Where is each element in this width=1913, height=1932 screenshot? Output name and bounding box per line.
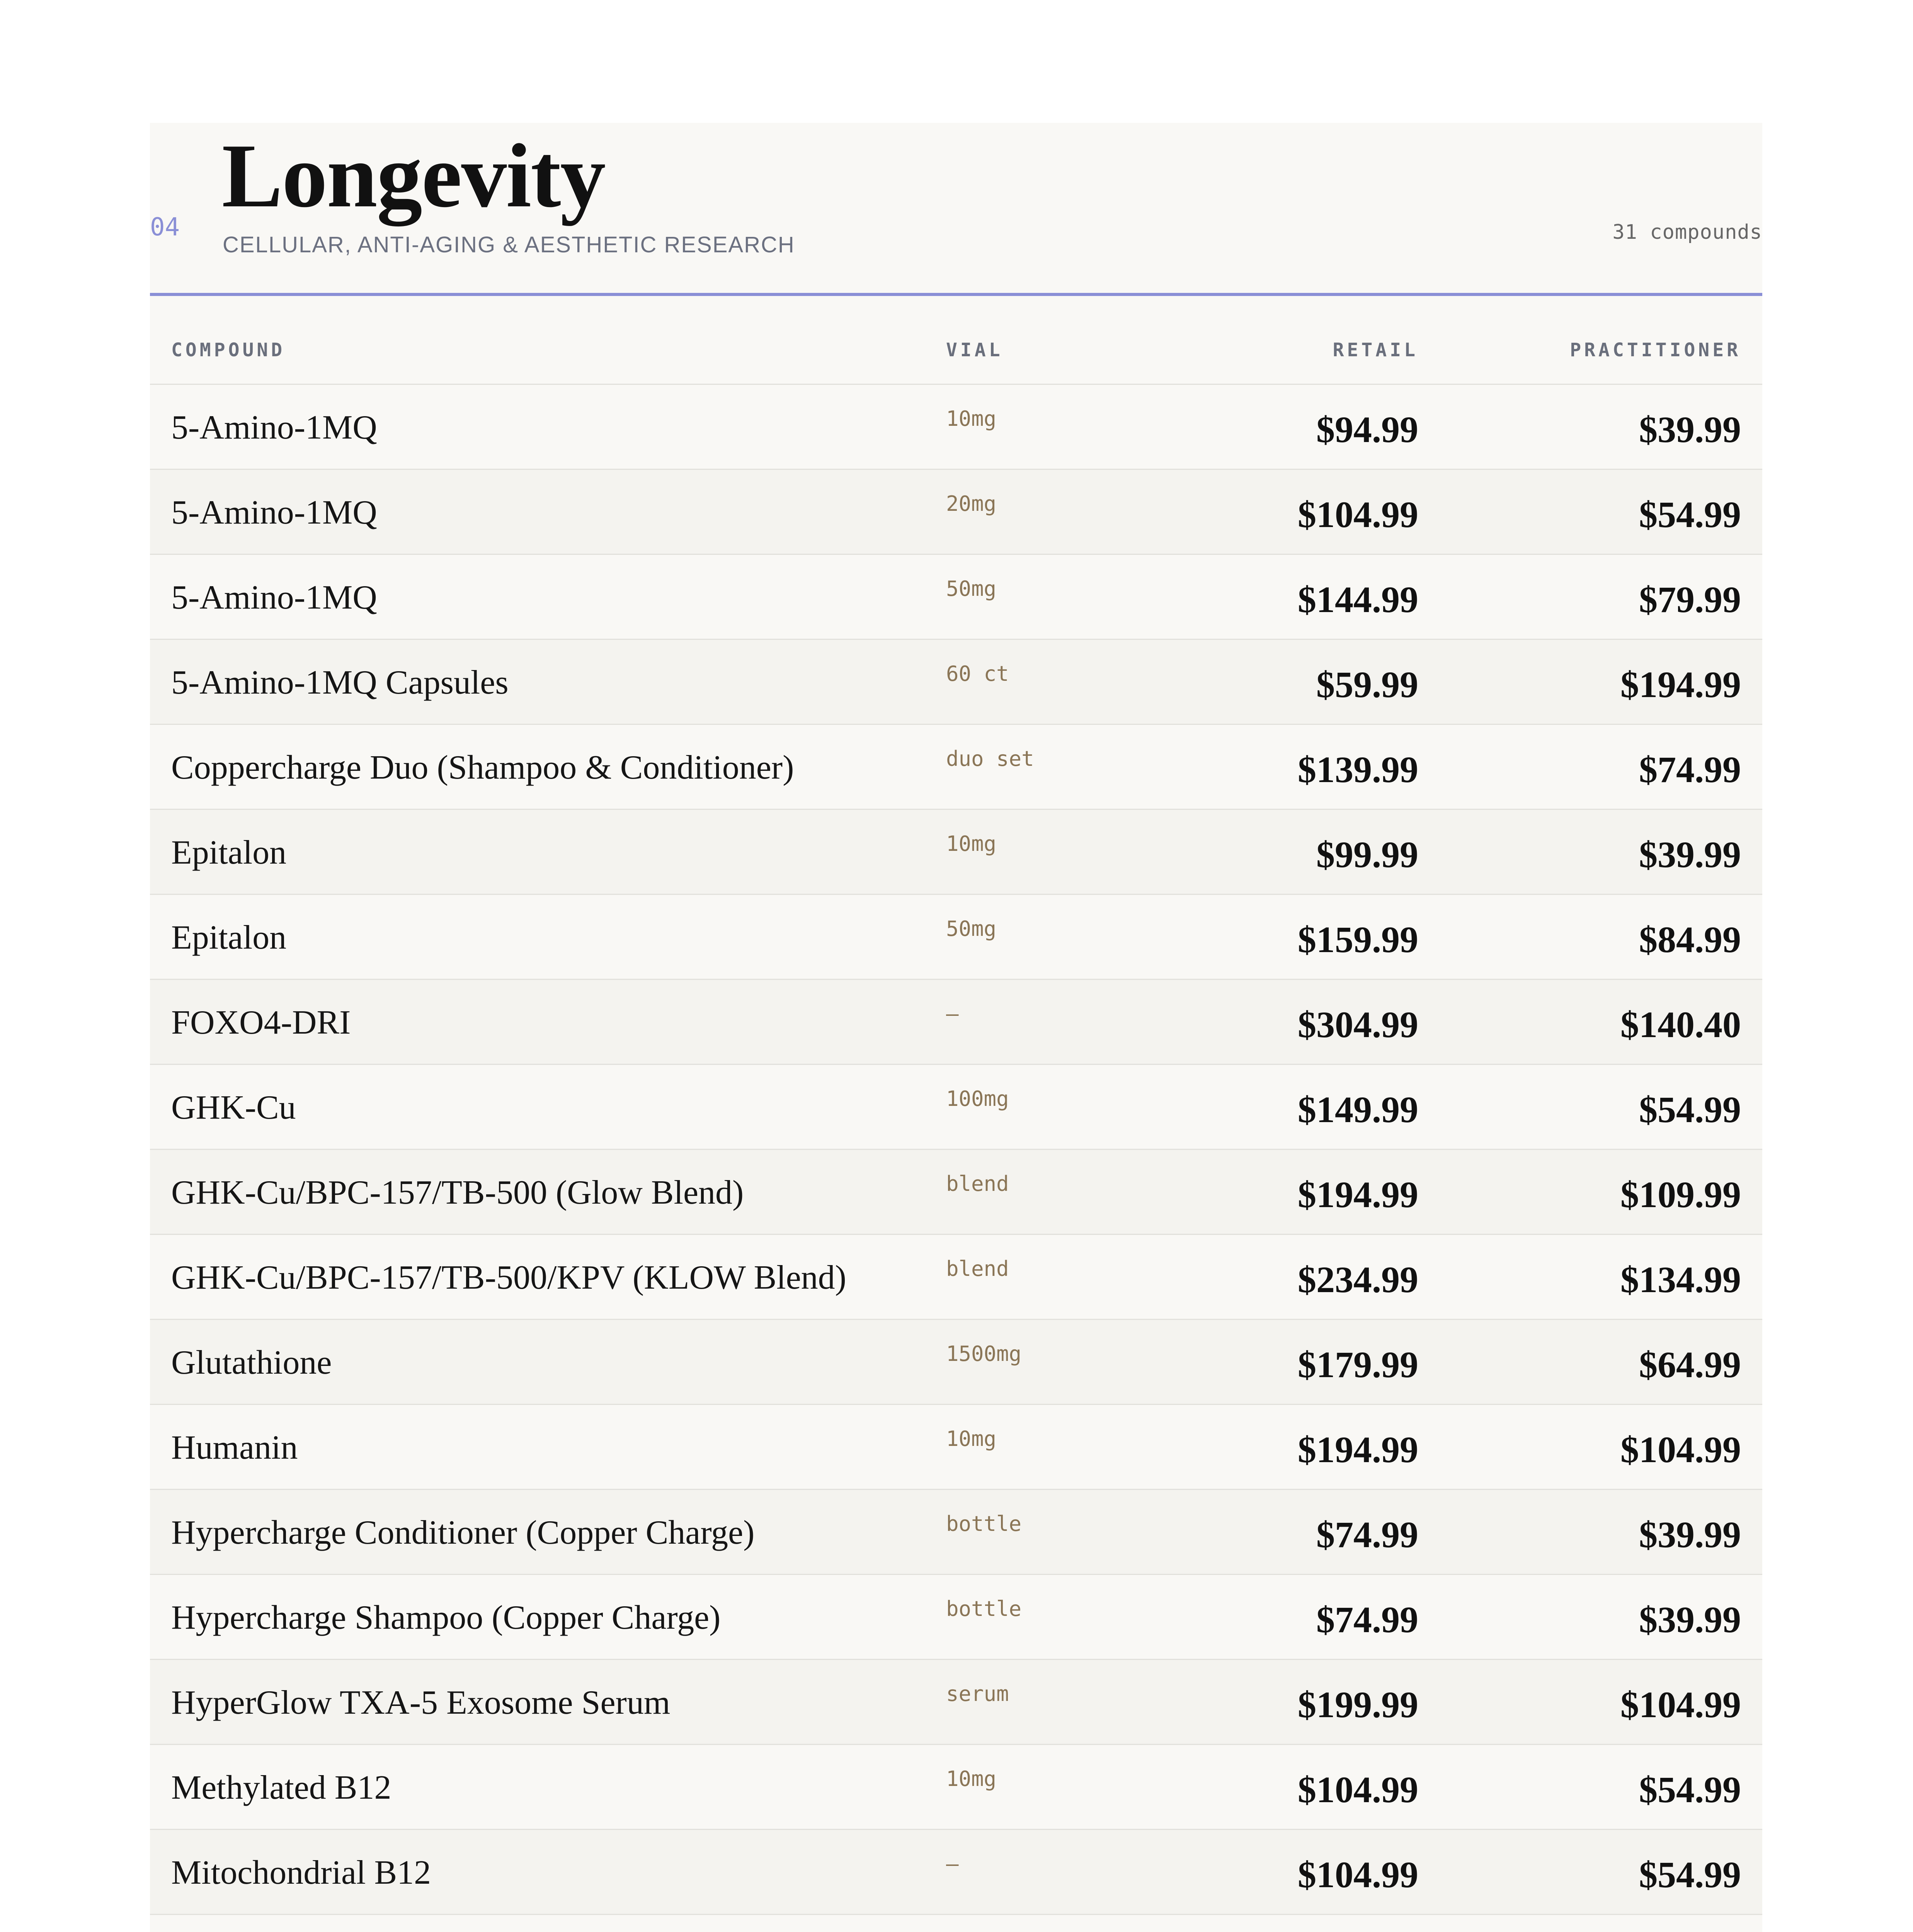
compound-cell: Hypercharge Shampoo (Copper Charge) [171, 1599, 721, 1636]
vial-cell: 100mg [946, 1087, 1009, 1111]
practitioner-price-cell: $109.99 [1620, 1174, 1741, 1215]
compound-count: 31 compounds [1612, 221, 1762, 244]
section-title: Longevity [222, 126, 605, 226]
column-header-practitioner: PRACTITIONER [1570, 339, 1741, 361]
vial-cell: — [946, 1002, 959, 1026]
practitioner-price-cell: $79.99 [1639, 579, 1741, 620]
retail-price-cell: $59.99 [1316, 664, 1418, 705]
table-body [150, 385, 1762, 1932]
practitioner-price-cell: $54.99 [1639, 1854, 1741, 1895]
vial-cell: 10mg [946, 1427, 997, 1451]
retail-price-cell: $104.99 [1298, 1769, 1418, 1810]
table-row [150, 640, 1762, 725]
vial-cell: 1500mg [946, 1342, 1022, 1366]
compound-cell: GHK-Cu/BPC-157/TB-500 (Glow Blend) [171, 1174, 744, 1211]
table-row [150, 895, 1762, 980]
practitioner-price-cell: $134.99 [1620, 1259, 1741, 1300]
vial-cell: 10mg [946, 1767, 997, 1791]
practitioner-price-cell: $39.99 [1639, 1514, 1741, 1555]
retail-price-cell: $159.99 [1298, 919, 1418, 960]
vial-cell: serum [946, 1682, 1009, 1706]
retail-price-cell: $144.99 [1298, 579, 1418, 620]
retail-price-cell: $194.99 [1298, 1174, 1418, 1215]
retail-price-cell: $99.99 [1316, 834, 1418, 875]
table-row [150, 385, 1762, 470]
table-row [150, 1575, 1762, 1660]
column-header-compound: COMPOUND [171, 339, 286, 361]
retail-price-cell: $194.99 [1298, 1429, 1418, 1470]
compound-cell: 5-Amino-1MQ [171, 494, 377, 531]
compound-cell: FOXO4-DRI [171, 1004, 351, 1041]
vial-cell: bottle [946, 1597, 1022, 1621]
section-header [150, 123, 1762, 295]
table-row [150, 1150, 1762, 1235]
practitioner-price-cell: $54.99 [1639, 494, 1741, 535]
compound-cell: HyperGlow TXA-5 Exosome Serum [171, 1684, 671, 1721]
compound-cell: Mitochondrial B12 [171, 1854, 431, 1891]
retail-price-cell: $234.99 [1298, 1259, 1418, 1300]
vial-cell: duo set [946, 747, 1034, 771]
practitioner-price-cell: $39.99 [1639, 834, 1741, 875]
vial-cell: 50mg [946, 917, 997, 941]
compound-cell: Glutathione [171, 1344, 332, 1381]
section-number: 04 [150, 213, 180, 242]
compound-cell: 5-Amino-1MQ [171, 579, 377, 616]
price-sheet [150, 123, 1762, 1932]
retail-price-cell: $104.99 [1298, 1854, 1418, 1895]
retail-price-cell: $149.99 [1298, 1089, 1418, 1130]
table-row [150, 1745, 1762, 1830]
compound-cell: Epitalon [171, 834, 287, 871]
practitioner-price-cell: $54.99 [1639, 1089, 1741, 1130]
vial-cell: blend [946, 1257, 1009, 1281]
retail-price-cell: $199.99 [1298, 1684, 1418, 1725]
practitioner-price-cell: $39.99 [1639, 409, 1741, 450]
vial-cell: — [946, 1852, 959, 1876]
practitioner-price-cell: $194.99 [1620, 664, 1741, 705]
compound-cell: GHK-Cu/BPC-157/TB-500/KPV (KLOW Blend) [171, 1259, 846, 1296]
practitioner-price-cell: $84.99 [1639, 919, 1741, 960]
retail-price-cell: $179.99 [1298, 1344, 1418, 1385]
header-divider [150, 293, 1762, 296]
practitioner-price-cell: $39.99 [1639, 1599, 1741, 1640]
practitioner-price-cell: $140.40 [1620, 1004, 1741, 1045]
retail-price-cell: $104.99 [1298, 494, 1418, 535]
table-row [150, 1235, 1762, 1320]
practitioner-price-cell: $74.99 [1639, 749, 1741, 790]
vial-cell: 50mg [946, 577, 997, 601]
column-header-retail: RETAIL [1333, 339, 1418, 361]
column-header-vial: VIAL [946, 339, 1003, 361]
table-row [150, 1830, 1762, 1915]
table-row [150, 1490, 1762, 1575]
vial-cell: 10mg [946, 406, 997, 431]
table-row [150, 980, 1762, 1065]
retail-price-cell: $139.99 [1298, 749, 1418, 790]
compound-cell: 5-Amino-1MQ Capsules [171, 664, 509, 701]
vial-cell: 10mg [946, 832, 997, 856]
vial-cell: bottle [946, 1512, 1022, 1536]
compound-cell: 5-Amino-1MQ [171, 409, 377, 446]
table-row [150, 1660, 1762, 1745]
compound-cell: GHK-Cu [171, 1089, 296, 1126]
retail-price-cell: $94.99 [1316, 409, 1418, 450]
vial-cell: 20mg [946, 492, 997, 516]
table-row [150, 470, 1762, 555]
table-row [150, 1915, 1762, 1932]
compound-cell: Humanin [171, 1429, 298, 1466]
vial-cell: blend [946, 1172, 1009, 1196]
table-row [150, 810, 1762, 895]
table-row [150, 1320, 1762, 1405]
vial-cell: 60 ct [946, 662, 1009, 686]
retail-price-cell: $74.99 [1316, 1514, 1418, 1555]
practitioner-price-cell: $104.99 [1620, 1684, 1741, 1725]
practitioner-price-cell: $64.99 [1639, 1344, 1741, 1385]
table-row [150, 1405, 1762, 1490]
practitioner-price-cell: $54.99 [1639, 1769, 1741, 1810]
retail-price-cell: $304.99 [1298, 1004, 1418, 1045]
retail-price-cell: $74.99 [1316, 1599, 1418, 1640]
compound-cell: Methylated B12 [171, 1769, 391, 1806]
table-row [150, 555, 1762, 640]
practitioner-price-cell: $104.99 [1620, 1429, 1741, 1470]
table-row [150, 725, 1762, 810]
compound-cell: Coppercharge Duo (Shampoo & Conditioner) [171, 749, 794, 786]
compound-cell: Hypercharge Conditioner (Copper Charge) [171, 1514, 755, 1551]
table-row [150, 1065, 1762, 1150]
section-subtitle: CELLULAR, ANTI-AGING & AESTHETIC RESEARCH [223, 232, 795, 257]
compound-cell: Epitalon [171, 919, 287, 956]
table-header [150, 339, 1762, 385]
